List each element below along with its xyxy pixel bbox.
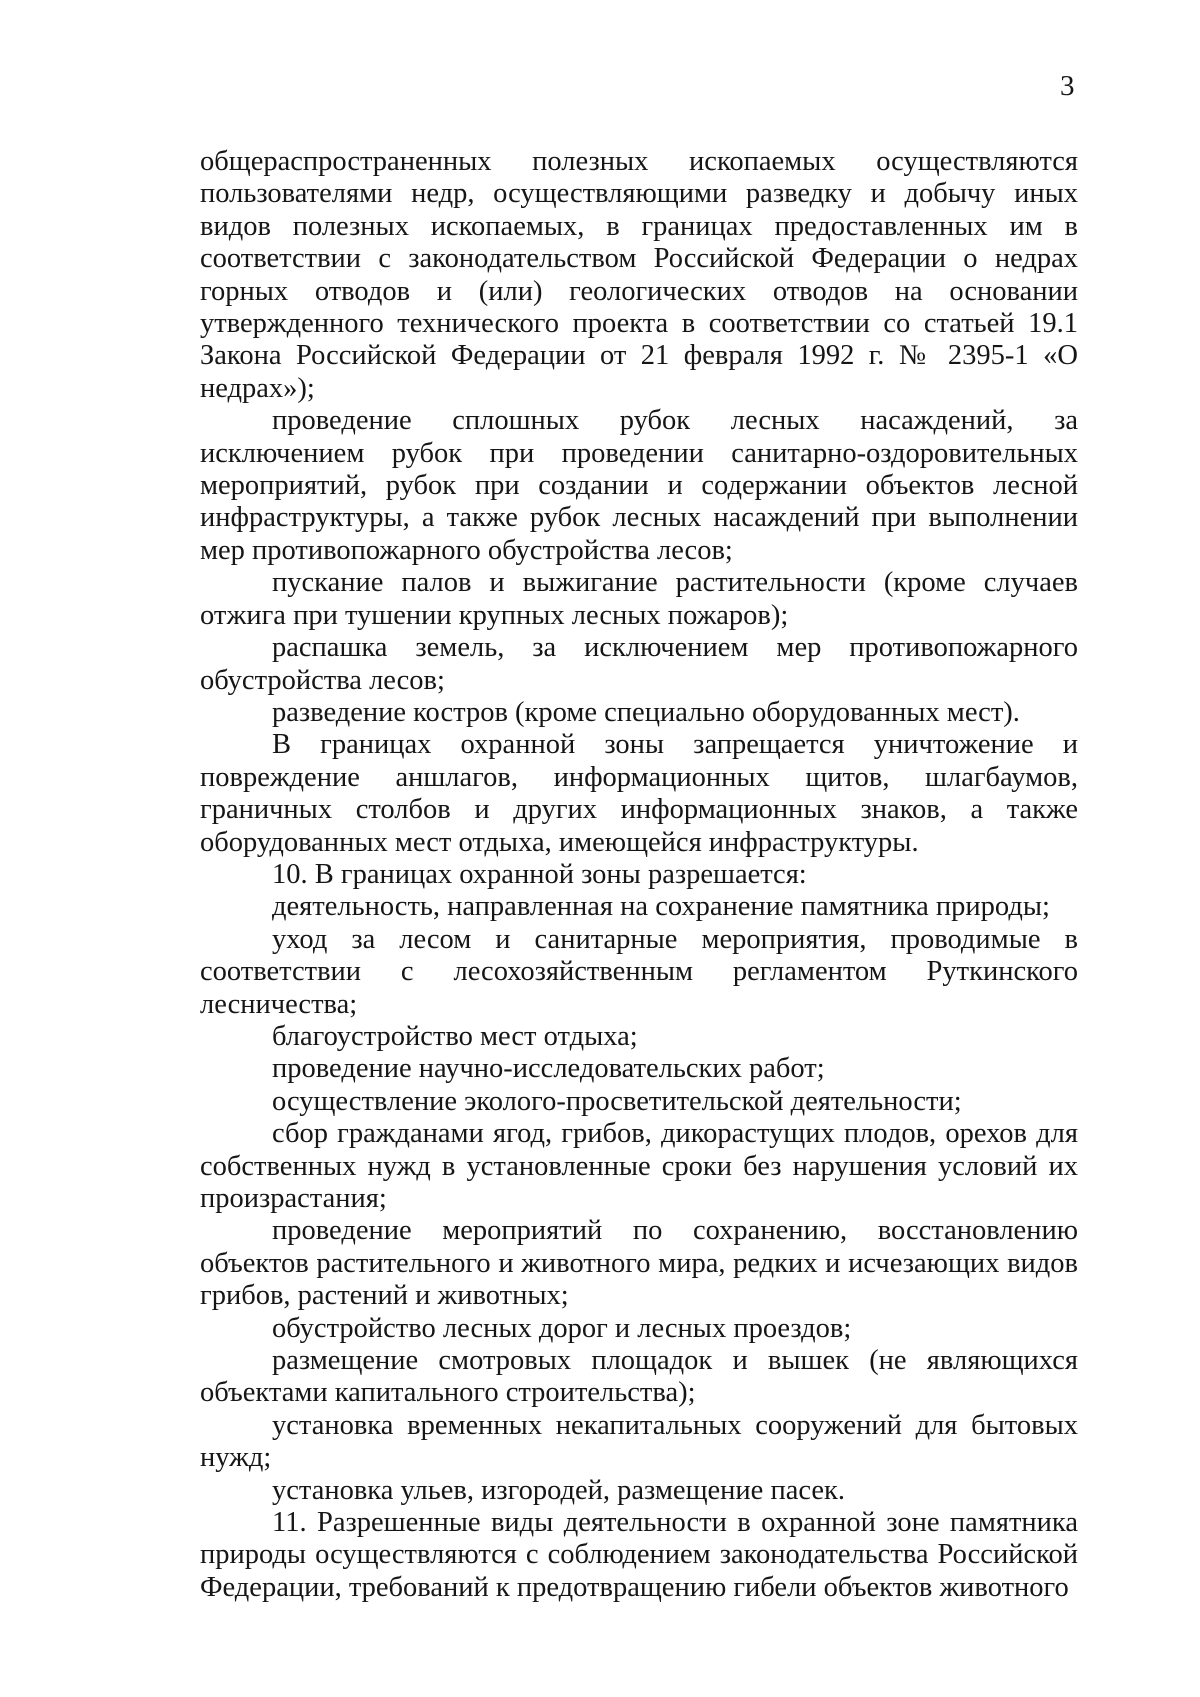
- paragraph-section-11: 11. Разрешенные виды деятельности в охранной зоне памятника природы осуществляются с соблюдением законодательства Российской Федерации, требований к предотвращению гибели объектов животного: [200, 1507, 1078, 1603]
- paragraph: осуществление эколого-просветительской деятельности;: [272, 1085, 962, 1117]
- paragraph-continuation: общераспространенных полезных ископаемых осуществляются пользователями недр, осуществляющими разведку и добычу иных видов полезных ископаемых, в границах предоставленных им в соответствии с законодательством Российской Федерации о недрах горных отводов и (или) геологических отводов на основании утвержденного технического проекта в соответствии со статьей 19.1 Закона Российской Федерации от 21 февраля 1992 г. № 2395-1 «О недрах»);: [200, 146, 1078, 404]
- paragraph: благоустройство мест отдыха;: [272, 1020, 638, 1052]
- paragraph-section-10: 10. В границах охранной зоны разрешается:: [272, 858, 807, 890]
- page-number: 3: [1060, 70, 1075, 102]
- paragraph: проведение сплошных рубок лесных насаждений, за исключением рубок при проведении санитарно-оздоровительных мероприятий, рубок при создании и содержании объектов лесной инфраструктуры, а также рубок лесных насаждений при выполнении мер противопожарного обустройства лесов;: [200, 405, 1078, 566]
- paragraph: распашка земель, за исключением мер противопожарного обустройства лесов;: [200, 632, 1078, 696]
- paragraph: деятельность, направленная на сохранение памятника природы;: [272, 891, 1050, 923]
- paragraph: сбор гражданами ягод, грибов, дикорастущих плодов, орехов для собственных нужд в установленные сроки без нарушения условий их произрастания;: [200, 1118, 1078, 1214]
- paragraph: уход за лесом и санитарные мероприятия, проводимые в соответствии с лесохозяйственным регламентом Руткинского лесничества;: [200, 923, 1078, 1020]
- paragraph: разведение костров (кроме специально оборудованных мест).: [272, 696, 1020, 728]
- paragraph: размещение смотровых площадок и вышек (не являющихся объектами капитального строительства);: [200, 1345, 1078, 1409]
- paragraph: установка временных некапитальных сооружений для бытовых нужд;: [200, 1409, 1078, 1474]
- paragraph: проведение научно-исследовательских работ;: [272, 1053, 825, 1085]
- paragraph: пускание палов и выжигание растительности (кроме случаев отжига при тушении крупных лесных пожаров);: [200, 567, 1078, 631]
- paragraph: В границах охранной зоны запрещается уничтожение и повреждение аншлагов, информационных щитов, шлагбаумов, граничных столбов и других информационных знаков, а также оборудованных мест отдыха, имеющейся инфраструктуры.: [200, 729, 1078, 858]
- paragraph: проведение мероприятий по сохранению, восстановлению объектов растительного и животного мира, редких и исчезающих видов грибов, растений и животных;: [200, 1215, 1078, 1312]
- paragraph: обустройство лесных дорог и лесных проездов;: [272, 1312, 852, 1344]
- document-body: [200, 146, 1078, 1604]
- paragraph: установка ульев, изгородей, размещение пасек.: [272, 1474, 845, 1506]
